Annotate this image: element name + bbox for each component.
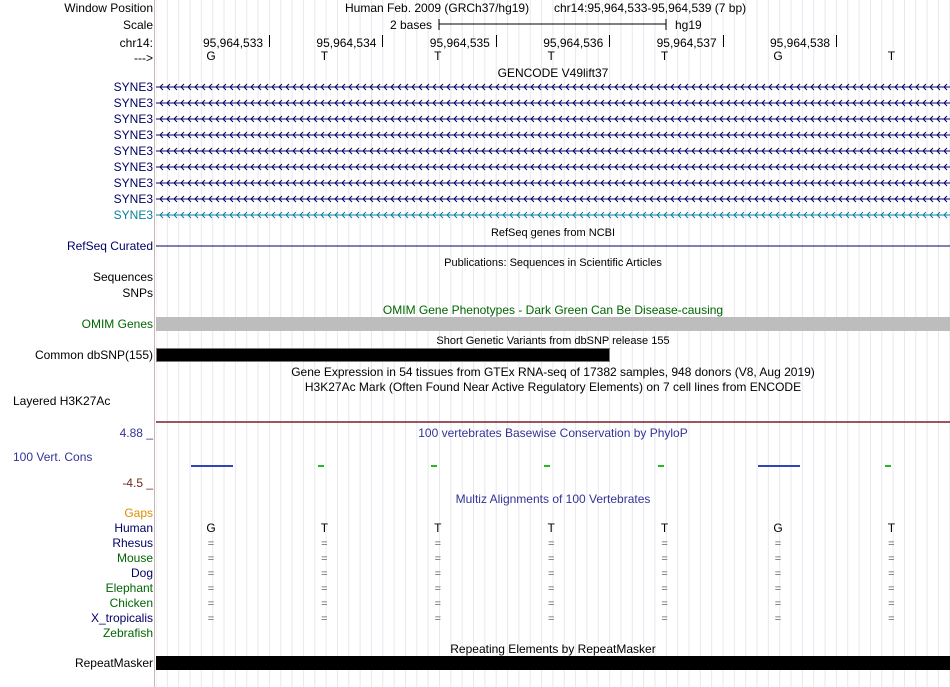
species-dog: Dog xyxy=(130,566,153,580)
alignment-match-dog: = xyxy=(661,568,668,580)
phylop-mark xyxy=(758,465,800,467)
gencode-gene-label[interactable]: SYNE3 xyxy=(113,144,153,158)
phylop-mark xyxy=(885,465,891,467)
alignment-match-mouse: = xyxy=(547,553,555,565)
reference-base: G xyxy=(206,49,216,63)
multiz-title: Multiz Alignments of 100 Vertebrates xyxy=(455,492,651,506)
assembly-title: Human Feb. 2009 (GRCh37/hg19) xyxy=(345,1,530,15)
alignment-match-rhesus: = xyxy=(888,538,895,550)
ruler-tick-label: 95,964,537 xyxy=(656,36,717,50)
ruler-tick-label: 95,964,535 xyxy=(429,36,490,50)
conservation-min-label: -4.5 _ xyxy=(122,476,153,490)
position-text: chr14:95,964,533-95,964,539 (7 bp) xyxy=(554,1,747,15)
gencode-gene-label[interactable]: SYNE3 xyxy=(113,192,153,206)
repeatmasker-label[interactable]: RepeatMasker xyxy=(74,656,153,670)
snps-label[interactable]: SNPs xyxy=(122,286,153,300)
alignment-match-elephant: = xyxy=(547,583,555,595)
alignment-match-x_tropicalis: = xyxy=(888,613,895,625)
alignment-match-dog: = xyxy=(547,568,555,580)
human-base: T xyxy=(660,521,669,535)
alignment-match-mouse: = xyxy=(207,553,215,565)
alignment-match-rhesus: = xyxy=(207,538,215,550)
alignment-match-chicken: = xyxy=(661,598,668,610)
omim-gene-bar xyxy=(156,317,950,331)
ruler-tick-label: 95,964,533 xyxy=(203,36,264,50)
publications-title: Publications: Sequences in Scientific Articles xyxy=(444,257,662,269)
alignment-match-mouse: = xyxy=(434,553,442,565)
alignment-match-chicken: = xyxy=(774,598,782,610)
species-rhesus: Rhesus xyxy=(112,536,153,550)
common-dbsnp-label[interactable]: Common dbSNP(155) xyxy=(34,348,153,362)
alignment-match-mouse: = xyxy=(888,553,895,565)
alignment-match-chicken: = xyxy=(547,598,555,610)
human-base: T xyxy=(434,521,442,535)
sequences-label[interactable]: Sequences xyxy=(92,270,153,284)
alignment-match-elephant: = xyxy=(888,583,895,595)
gtex-title: Gene Expression in 54 tissues from GTEx RNA-seq of 17382 samples, 948 donors (V8, Aug 2019) xyxy=(291,365,815,379)
gencode-gene-label[interactable]: SYNE3 xyxy=(113,112,153,126)
human-base: T xyxy=(547,521,555,535)
species-zebrafish: Zebrafish xyxy=(102,626,153,640)
phylop-mark xyxy=(431,465,437,467)
omim-title: OMIM Gene Phenotypes - Dark Green Can Be Disease-causing xyxy=(382,303,724,317)
gaps-label: Gaps xyxy=(124,506,153,520)
alignment-match-x_tropicalis: = xyxy=(661,613,668,625)
species-mouse: Mouse xyxy=(116,551,153,565)
reference-base: G xyxy=(773,49,783,63)
repeatmasker-title: Repeating Elements by RepeatMasker xyxy=(450,642,656,656)
chrom-label: chr14: xyxy=(119,36,153,50)
reference-base: T xyxy=(434,49,442,63)
alignment-match-chicken: = xyxy=(888,598,895,610)
ruler-tick-label: 95,964,536 xyxy=(543,36,604,50)
layered-h3k27ac-label[interactable]: Layered H3K27Ac xyxy=(13,394,111,408)
alignment-match-dog: = xyxy=(888,568,895,580)
omim-label[interactable]: OMIM Genes xyxy=(81,317,153,331)
alignment-match-chicken: = xyxy=(321,598,328,610)
repeatmasker-bar xyxy=(156,656,950,670)
gencode-gene-label[interactable]: SYNE3 xyxy=(113,208,153,222)
ruler-tick-label: 95,964,538 xyxy=(770,36,831,50)
reference-base: T xyxy=(547,49,555,63)
gencode-gene-label[interactable]: SYNE3 xyxy=(113,96,153,110)
gencode-title: GENCODE V49lift37 xyxy=(497,66,609,80)
human-base: G xyxy=(773,521,783,535)
window-position-label: Window Position xyxy=(64,1,153,15)
scale-label: Scale xyxy=(122,18,153,32)
alignment-match-dog: = xyxy=(434,568,442,580)
scale-db: hg19 xyxy=(675,18,702,32)
common-dbsnp-bar xyxy=(156,348,610,362)
strand-label: ---> xyxy=(134,51,153,65)
alignment-match-x_tropicalis: = xyxy=(774,613,782,625)
gencode-gene-label[interactable]: SYNE3 xyxy=(113,160,153,174)
alignment-match-rhesus: = xyxy=(547,538,555,550)
phylop-mark xyxy=(658,465,664,467)
species-human: Human xyxy=(114,521,153,535)
reference-base: T xyxy=(887,49,896,63)
scale-text: 2 bases xyxy=(390,18,433,32)
gencode-gene-label[interactable]: SYNE3 xyxy=(113,176,153,190)
alignment-match-elephant: = xyxy=(207,583,215,595)
phylop-mark xyxy=(544,465,550,467)
reference-base: T xyxy=(320,49,329,63)
alignment-match-mouse: = xyxy=(321,553,328,565)
alignment-match-rhesus: = xyxy=(321,538,328,550)
alignment-match-chicken: = xyxy=(207,598,215,610)
alignment-match-rhesus: = xyxy=(661,538,668,550)
refseq-label[interactable]: RefSeq Curated xyxy=(66,239,153,253)
human-base: G xyxy=(206,521,216,535)
conservation-label[interactable]: 100 Vert. Cons xyxy=(13,450,93,464)
human-base: T xyxy=(320,521,329,535)
phylop-mark xyxy=(318,465,324,467)
alignment-match-x_tropicalis: = xyxy=(321,613,328,625)
species-x-tropicalis: X_tropicalis xyxy=(90,611,153,625)
h3k27ac-title: H3K27Ac Mark (Often Found Near Active Regulatory Elements) on 7 cell lines from ENCODE xyxy=(304,380,802,394)
alignment-match-x_tropicalis: = xyxy=(547,613,555,625)
alignment-match-elephant: = xyxy=(434,583,442,595)
alignment-match-mouse: = xyxy=(774,553,782,565)
alignment-match-rhesus: = xyxy=(434,538,442,550)
species-chicken: Chicken xyxy=(109,596,153,610)
alignment-match-elephant: = xyxy=(321,583,328,595)
gencode-gene-label[interactable]: SYNE3 xyxy=(113,128,153,142)
alignment-match-dog: = xyxy=(321,568,328,580)
alignment-match-x_tropicalis: = xyxy=(207,613,215,625)
alignment-match-elephant: = xyxy=(774,583,782,595)
alignment-match-dog: = xyxy=(774,568,782,580)
ruler-tick-label: 95,964,534 xyxy=(316,36,377,50)
phylop-marks xyxy=(191,465,891,467)
refseq-title: RefSeq genes from NCBI xyxy=(490,227,616,239)
reference-base: T xyxy=(660,49,669,63)
alignment-match-rhesus: = xyxy=(774,538,782,550)
label-separator xyxy=(154,0,155,687)
alignment-match-x_tropicalis: = xyxy=(434,613,442,625)
alignment-match-mouse: = xyxy=(661,553,668,565)
alignment-match-chicken: = xyxy=(434,598,442,610)
conservation-max-label: 4.88 _ xyxy=(119,426,153,440)
gencode-transcripts xyxy=(156,84,950,218)
alignment-match-dog: = xyxy=(207,568,215,580)
gencode-gene-label[interactable]: SYNE3 xyxy=(113,80,153,94)
species-elephant: Elephant xyxy=(105,581,153,595)
human-base: T xyxy=(887,521,896,535)
alignment-match-elephant: = xyxy=(661,583,668,595)
phylop-mark xyxy=(191,465,233,467)
dbsnp-title: Short Genetic Variants from dbSNP release 155 xyxy=(436,335,670,347)
phylop-title: 100 vertebrates Basewise Conservation by PhyloP xyxy=(418,426,688,440)
